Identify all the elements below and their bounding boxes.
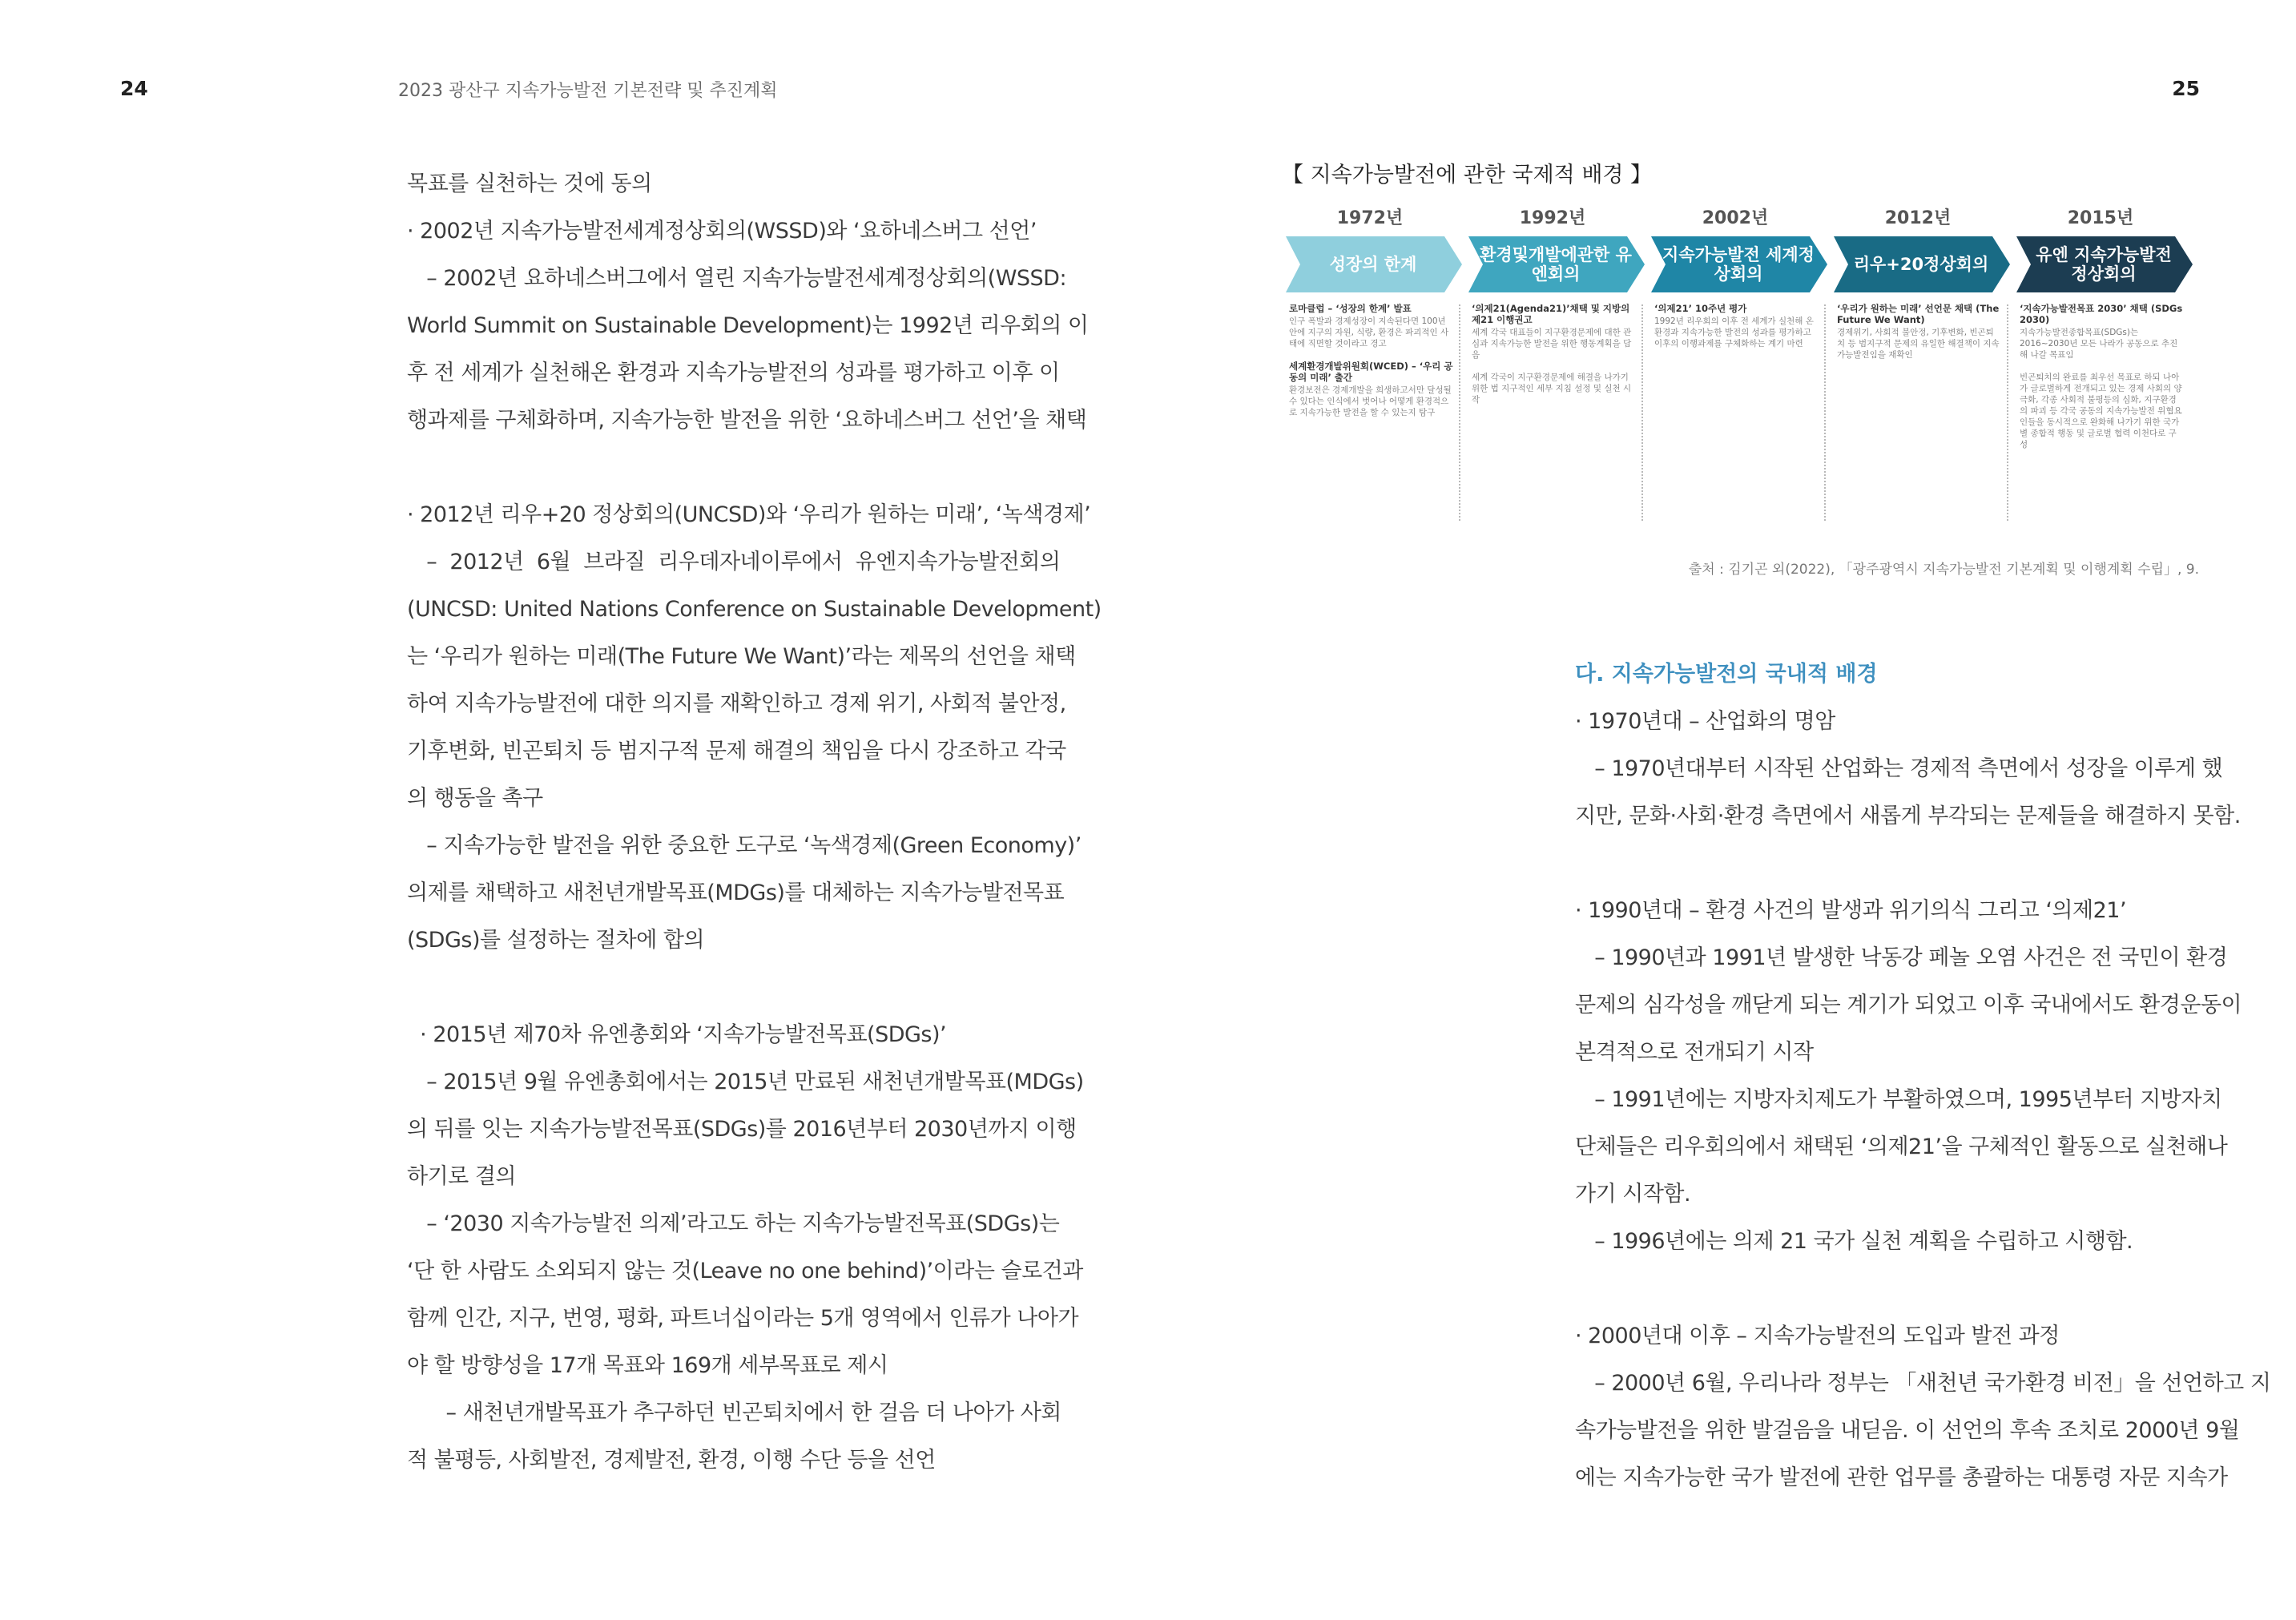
right-page-number: 25	[2172, 77, 2200, 100]
event-heading: 로마클럽 – ‘성장의 한계’ 발표	[1289, 303, 1412, 314]
event-heading: ‘우리가 원하는 미래’ 선언문 채택 (The Future We Want)	[1837, 303, 2000, 325]
event-description: 경제위기, 사회적 불안정, 기후변화, 빈곤퇴치 등 범지구적 문제의 유일한 해결책이 지속가능발전임을 재확인	[1837, 328, 2000, 360]
body-text-line: 의 뒤를 잇는 지속가능발전목표(SDGs)를 2016년부터 2030년까지 이행	[407, 1117, 1077, 1142]
era-year: 1992년	[1519, 208, 1586, 228]
body-text-line: – 1996년에는 의제 21 국가 실천 계획을 수립하고 시행함.	[1575, 1229, 2133, 1254]
era-arrow	[2016, 236, 2194, 292]
body-text-line: – 1991년에는 지방자치제도가 부활하였으며, 1995년부터 지방자치	[1575, 1087, 2222, 1112]
body-text-line: (UNCSD: United Nations Conference on Sustainable Development)	[407, 597, 1102, 622]
body-text-line: · 1970년대 – 산업화의 명암	[1575, 709, 1835, 734]
body-text-line: – 2012년 6월 브라질 리우데자네이루에서 유엔지속가능발전회의	[407, 550, 1061, 574]
event-description: 인구 폭발과 경제성장이 지속된다면 100년 안에 지구의 자원, 식량, 환경은 파괴적인 사태에 직면할 것이라고 경고	[1289, 316, 1449, 349]
paragraph-gap	[407, 444, 1032, 491]
event-description: 환경보전은 경제개발을 희생하고서만 달성될 수 있다는 인식에서 벗어나 어떻게 환경적으로 지속가능한 발전을 할 수 있는지 탐구	[1289, 385, 1452, 417]
body-text-line: 속가능발전을 위한 발걸음을 내딛음. 이 선언의 후속 조치로 2000년 9월	[1575, 1418, 2240, 1443]
body-text-line: 단체들은 리우회의에서 채택된 ‘의제21’을 구체적인 활동으로 실천해나	[1575, 1134, 2228, 1159]
body-text-line: 문제의 심각성을 깨닫게 되는 계기가 되었고 이후 국내에서도 환경운동이	[1575, 993, 2242, 1018]
body-text-line: 는 ‘우리가 원하는 미래(The Future We Want)’라는 제목의 선언을 채택	[407, 644, 1076, 669]
event-description: 1992년 리우회의 이후 전 세계가 실천해 온 환경과 지속가능한 발전의 성과를 평가하고 이후의 이행과제를 구체화하는 계기 마련	[1654, 316, 1814, 349]
event-heading: ‘지속가능발전목표 2030’ 채택 (SDGs 2030)	[2020, 303, 2183, 325]
era-separator	[1824, 304, 1826, 521]
body-text-line: 하여 지속가능발전에 대한 의지를 재확인하고 경제 위기, 사회적 불안정,	[407, 691, 1066, 716]
body-text-line: · 1990년대 – 환경 사건의 발생과 위기의식 그리고 ‘의제21’	[1575, 898, 2127, 923]
era-description	[2020, 303, 2184, 461]
body-text-line: 목표를 실천하는 것에 동의	[407, 171, 652, 196]
event-heading: 세계환경개발위원회(WCED) – ‘우리 공동의 미래’ 출간	[1289, 361, 1453, 383]
body-text-line: – ‘2030 지속가능발전 의제’라고도 하는 지속가능발전목표(SDGs)는	[407, 1211, 1060, 1236]
body-text-line: – 2002년 요하네스버그에서 열린 지속가능발전세계정상회의(WSSD:	[407, 266, 1067, 291]
body-text-line: 기후변화, 빈곤퇴치 등 범지구적 문제 해결의 책임을 다시 강조하고 각국	[407, 739, 1066, 764]
era-description	[1837, 303, 2001, 372]
era-label: 성장의 한계	[1329, 255, 1417, 274]
figure-source: 출처 : 김기곤 외(2022), 「광주광역시 지속가능발전 기본계획 및 이행계획 수립」, 9.	[1688, 562, 2199, 578]
body-text-line: 함께 인간, 지구, 번영, 평화, 파트너십이라는 5개 영역에서 인류가 나아가	[407, 1306, 1079, 1331]
timeline-era	[1834, 200, 2012, 521]
event-heading: ‘의제21(Agenda21)’채택 및 지방의제21 이행권고	[1472, 303, 1630, 325]
right-page-body	[1575, 651, 2271, 1501]
body-text-line: – 2000년 6월, 우리나라 정부는 「새천년 국가환경 비전」을 선언하고 지	[1575, 1371, 2271, 1396]
body-text-line: 야 할 방향성을 17개 목표와 169개 세부목표로 제시	[407, 1353, 888, 1378]
paragraph-gap	[407, 964, 1032, 1011]
timeline-era	[1468, 200, 1646, 521]
era-separator	[1641, 304, 1643, 521]
left-page-body	[407, 160, 1102, 1484]
event-description: 빈곤퇴치의 완료를 최우선 목표로 하되 나아가 글로벌하게 전개되고 있는 경제 사회의 양극화, 각종 사회적 불평등의 심화, 지구환경의 파괴 등 각국 공동의 지속가능발전 위협요인들을 동시적으로 완화해 나가기 위한 국가별 종합적 행동 및 글로벌 협력 이천다로 구성	[2020, 373, 2182, 449]
body-text-line: (SDGs)를 설정하는 절차에 합의	[407, 928, 705, 953]
body-text-line: – 2015년 9월 유엔총회에서는 2015년 만료된 새천년개발목표(MDGs)	[407, 1070, 1084, 1094]
era-arrow	[1651, 236, 1829, 292]
body-text-line: 하기로 결의	[407, 1164, 516, 1189]
era-year: 1972년	[1336, 208, 1404, 228]
running-title: 2023 광산구 지속가능발전 기본전략 및 추진계획	[398, 81, 778, 101]
body-text-line: 본격적으로 전개되기 시작	[1575, 1040, 1814, 1065]
paragraph-gap	[1575, 1265, 2204, 1312]
era-description	[1472, 303, 1636, 417]
left-page-number: 24	[120, 77, 148, 100]
body-text-line: 지만, 문화·사회·환경 측면에서 새롭게 부각되는 문제들을 해결하지 못함.	[1575, 804, 2241, 828]
era-arrow	[1834, 236, 2012, 292]
body-text-line: 가기 시작함.	[1575, 1182, 1691, 1207]
timeline-figure	[1286, 200, 2199, 521]
body-text-line: – 지속가능한 발전을 위한 중요한 도구로 ‘녹색경제(Green Economy)’	[407, 833, 1082, 858]
body-text-line: · 2012년 리우+20 정상회의(UNCSD)와 ‘우리가 원하는 미래’, ‘녹색경제’	[407, 502, 1091, 527]
body-text-line: · 2015년 제70차 유엔총회와 ‘지속가능발전목표(SDGs)’	[407, 1022, 947, 1047]
body-text-line: World Summit on Sustainable Development)는 1992년 리우회의 이	[407, 313, 1089, 338]
era-separator	[2007, 304, 2008, 521]
era-label: 리우+20정상회의	[1853, 255, 1989, 274]
body-text-line: 후 전 세계가 실천해온 환경과 지속가능발전의 성과를 평가하고 이후 이	[407, 361, 1060, 385]
figure-title: 【 지속가능발전에 관한 국제적 배경 】	[1282, 163, 1653, 187]
event-description: 세계 각국이 지구환경문제에 해결을 나가기 위한 법 지구적인 세부 지침 설정 및 실천 시작	[1472, 373, 1632, 405]
timeline-era	[1286, 200, 1464, 521]
era-year: 2002년	[1702, 208, 1769, 228]
body-text-line: – 새천년개발목표가 추구하던 빈곤퇴치에서 한 걸음 더 나아가 사회	[407, 1400, 1061, 1425]
era-label: 지속가능발전 세계정상회의	[1662, 245, 1815, 284]
body-text-line: 에는 지속가능한 국가 발전에 관한 업무를 총괄하는 대통령 자문 지속가	[1575, 1465, 2228, 1490]
paragraph-gap	[1575, 840, 2204, 887]
era-description	[1654, 303, 1819, 361]
era-separator	[1459, 304, 1460, 521]
era-label: 유엔 지속가능발전 정상회의	[2036, 245, 2172, 284]
event-heading: ‘의제21’ 10주년 평가	[1654, 303, 1747, 314]
body-text-line: · 2000년대 이후 – 지속가능발전의 도입과 발전 과정	[1575, 1324, 2060, 1348]
event-description: 세계 각국 대표들이 지구환경문제에 대한 관심과 지속가능한 발전을 위한 행동계획을 담음	[1472, 328, 1632, 360]
body-text-line: 행과제를 구체화하며, 지속가능한 발전을 위한 ‘요하네스버그 선언’을 채택	[407, 408, 1087, 433]
body-text-line: – 1970년대부터 시작된 산업화는 경제적 측면에서 성장을 이루게 했	[1575, 756, 2223, 781]
era-arrow	[1468, 236, 1646, 292]
body-text-line: ‘단 한 사람도 소외되지 않는 것(Leave no one behind)’이라는 슬로건과	[407, 1259, 1083, 1284]
body-text-line: 의제를 채택하고 새천년개발목표(MDGs)를 대체하는 지속가능발전목표	[407, 881, 1065, 905]
section-title: 다. 지속가능발전의 국내적 배경	[1575, 662, 1878, 687]
body-text-line: 의 행동을 촉구	[407, 786, 543, 811]
timeline-era	[2016, 200, 2194, 521]
timeline-era	[1651, 200, 1829, 521]
era-year: 2012년	[1884, 208, 1952, 228]
body-text-line: · 2002년 지속가능발전세계정상회의(WSSD)와 ‘요하네스버그 선언’	[407, 219, 1037, 244]
body-text-line: 적 불평등, 사회발전, 경제발전, 환경, 이행 수단 등을 선언	[407, 1448, 936, 1473]
era-year: 2015년	[2067, 208, 2134, 228]
era-arrow	[1286, 236, 1464, 292]
era-description	[1289, 303, 1453, 429]
body-text-line: – 1990년과 1991년 발생한 낙동강 페놀 오염 사건은 전 국민이 환경	[1575, 945, 2228, 970]
event-description: 지속가능발전종합목표(SDGs)는 2016~2030년 모든 나라가 공동으로 추진해 나갈 목표임	[2020, 328, 2178, 360]
era-label: 환경및개발에관한 유엔회의	[1480, 245, 1632, 284]
